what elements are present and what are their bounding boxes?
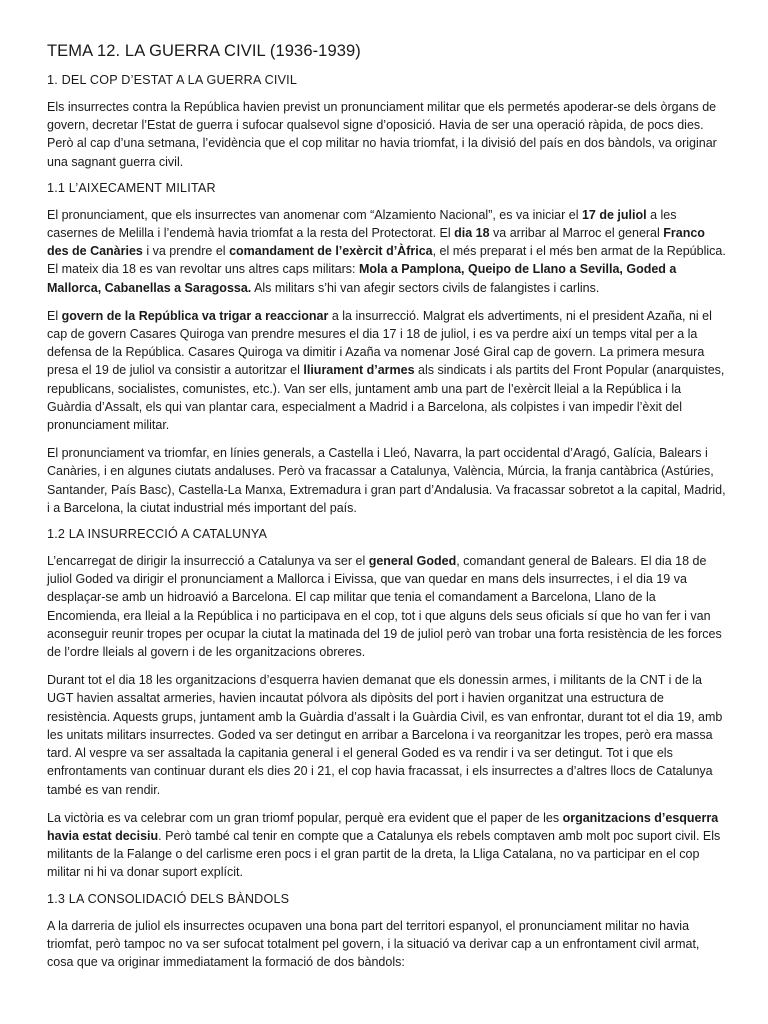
paragraph xyxy=(47,809,728,882)
text-run: i va prendre el xyxy=(142,244,230,259)
text-run: La victòria es va celebrar com un gran triomf popular, perquè era evident que el paper de les xyxy=(47,810,563,825)
section-heading-1-3: 1.3 LA CONSOLIDACIÓ DELS BÀNDOLS xyxy=(47,891,290,906)
paragraph: Els insurrectes contra la República havien previst un pronunciament militar que els permetés apoderar-se dels òrgans de govern, decretar l’Estat de guerra i sufocar qualsevol signe d’oposició. Havia de ser una operació ràpida, de pocs dies. Però al cap d’una setmana, l’evidència que el cop militar no havia triomfat, i la divisió del país en dos bàndols, va originar una sagnant guerra civil. xyxy=(47,100,717,169)
bold-run: dia 18 xyxy=(454,226,490,241)
paragraph xyxy=(47,552,728,661)
text-run: als sindicats i als partits del Front Popular (anarquistes, republicans, socialistes, comunistes, etc.). Van ser ells, juntament amb una part de l’exèrcit lleial a la República i la Guàrdia d’Assalt, els qui van plantar cara, especialment a Madrid i a Barcelona, als colpistes i van impedir l’èxit del pronunciament militar. xyxy=(47,363,725,433)
paragraph xyxy=(47,307,728,434)
bold-run: Franco des de Canàries xyxy=(47,226,705,259)
text-run: a les casernes de Melilla i l’endemà havia triomfat a la resta del Protectorat. El xyxy=(47,207,677,241)
text-run: , el més preparat i el més ben armat de la República. El mateix dia 18 es van revoltar uns altres caps militars: xyxy=(47,244,726,277)
text-run: El xyxy=(47,308,62,323)
paragraph: A la darreria de juliol els insurrectes ocupaven una bona part del territori espanyol, el pronunciament militar no havia triomfat, però tampoc no va ser sufocat totalment pel govern, i la situació va derivar cap a un enfrontament civil armat, cosa que va originar immediatament la formació de dos bàndols: xyxy=(47,918,700,969)
bold-run: govern de la República va trigar a reaccionar xyxy=(61,308,329,323)
section-heading-1: 1. DEL COP D’ESTAT A LA GUERRA CIVIL xyxy=(47,73,298,87)
text-run: Als militars s’hi van afegir sectors civils de falangistes i carlins. xyxy=(251,280,600,295)
section-heading-1-2: 1.2 LA INSURRECCIÓ A CATALUNYA xyxy=(47,527,268,542)
bold-run: 17 de juliol xyxy=(581,207,647,222)
bold-run: comandament de l’exèrcit d’Àfrica xyxy=(229,244,433,259)
text-run: El pronunciament, que els insurrectes van anomenar com “Alzamiento Nacional”, es va iniciar el xyxy=(47,207,582,222)
bold-run: organitzacions d’esquerra havia estat decisiu xyxy=(47,810,719,843)
text-run: L’encarregat de dirigir la insurrecció a Catalunya va ser el xyxy=(47,554,369,569)
section-heading-1-1: 1.1 L’AIXECAMENT MILITAR xyxy=(47,180,216,195)
paragraph xyxy=(47,206,728,297)
text-run: a la insurrecció. Malgrat els advertiments, ni el president Azaña, ni el cap de govern Casares Quiroga van prendre mesures el dia 17 i 18 de juliol, i es va perdre així un temps vital per a la defensa de la República. Casares Quiroga va dimitir i Azaña va nomenar José Giral cap de govern. La primera mesura presa el 19 de juliol va consistir a autoritzar el xyxy=(47,308,712,378)
text-run: va arribar al Marroc el general xyxy=(489,226,664,241)
text-run: . Però també cal tenir en compte que a Catalunya els rebels comptaven amb molt poc suport civil. Els militants de la Falange o del carlisme eren pocs i el gran partit de la dreta, la Lliga Catalana, no va participar en el cop militar ni hi va donar suport explícit. xyxy=(47,828,721,880)
bold-run: general Goded xyxy=(368,554,457,569)
page-title: TEMA 12. LA GUERRA CIVIL (1936-1939) xyxy=(47,42,361,60)
text-run: , comandant general de Balears. El dia 18 de juliol Goded va dirigir el pronunciament a Mallorca i Eivissa, que van quedar en mans dels insurrectes, i el dia 19 va desplaçar-se amb un hidroavió a Barcelona. El cap militar que tenia el comandament a Barcelona, Llano de la Encomienda, era lleial a la República i no participava en el cop, tot i que alguns dels seus oficials sí que ho van fer i van aconseguir reunir tropes per ocupar la ciutat la matinada del 19 de juliol però van trobar una forta resistència de les forces de l’ordre lleials al govern i de les organitzacions obreres. xyxy=(47,554,722,660)
paragraph: El pronunciament va triomfar, en línies generals, a Castella i Lleó, Navarra, la part occidental d’Aragó, Galícia, Balears i Canàries, i en algunes ciutats andaluses. Però va fracassar a Catalunya, València, Múrcia, la franja cantàbrica (Astúries, Santander, País Basc), Castella-La Manxa, Extremadura i gran part d’Andalusia. Va fracassar sobretot a la capital, Madrid, i a Barcelona, la ciutat industrial més important del país. xyxy=(47,446,726,515)
paragraph: Durant tot el dia 18 les organitzacions d’esquerra havien demanat que els donessin armes, i militants de la CNT i de la UGT havien assaltat armeries, havien incautat pólvora als dipòsits del port i havien organitzat una estructura de resistència. Aquests grups, juntament amb la Guàrdia d’assalt i la Guàrdia Civil, es van enfrontar, durant tot el dia 19, amb les unitats militars insurrectes. Goded va ser detingut en arribar a Barcelona i va reorganitzar les tropes, però era massa tard. Al vespre va ser assaltada la capitania general i el general Goded es va rendir i va ser detingut. Tot i que els enfrontaments van continuar durant els dies 20 i 21, el cop havia fracassat, i els insurrectes a d’altres llocs de Catalunya també es van rendir. xyxy=(47,673,723,797)
bold-run: lliurament d’armes xyxy=(303,363,415,378)
bold-run: Mola a Pamplona, Queipo de Llano a Sevilla, Goded a Mallorca, Cabanellas a Saragossa. xyxy=(47,262,677,295)
